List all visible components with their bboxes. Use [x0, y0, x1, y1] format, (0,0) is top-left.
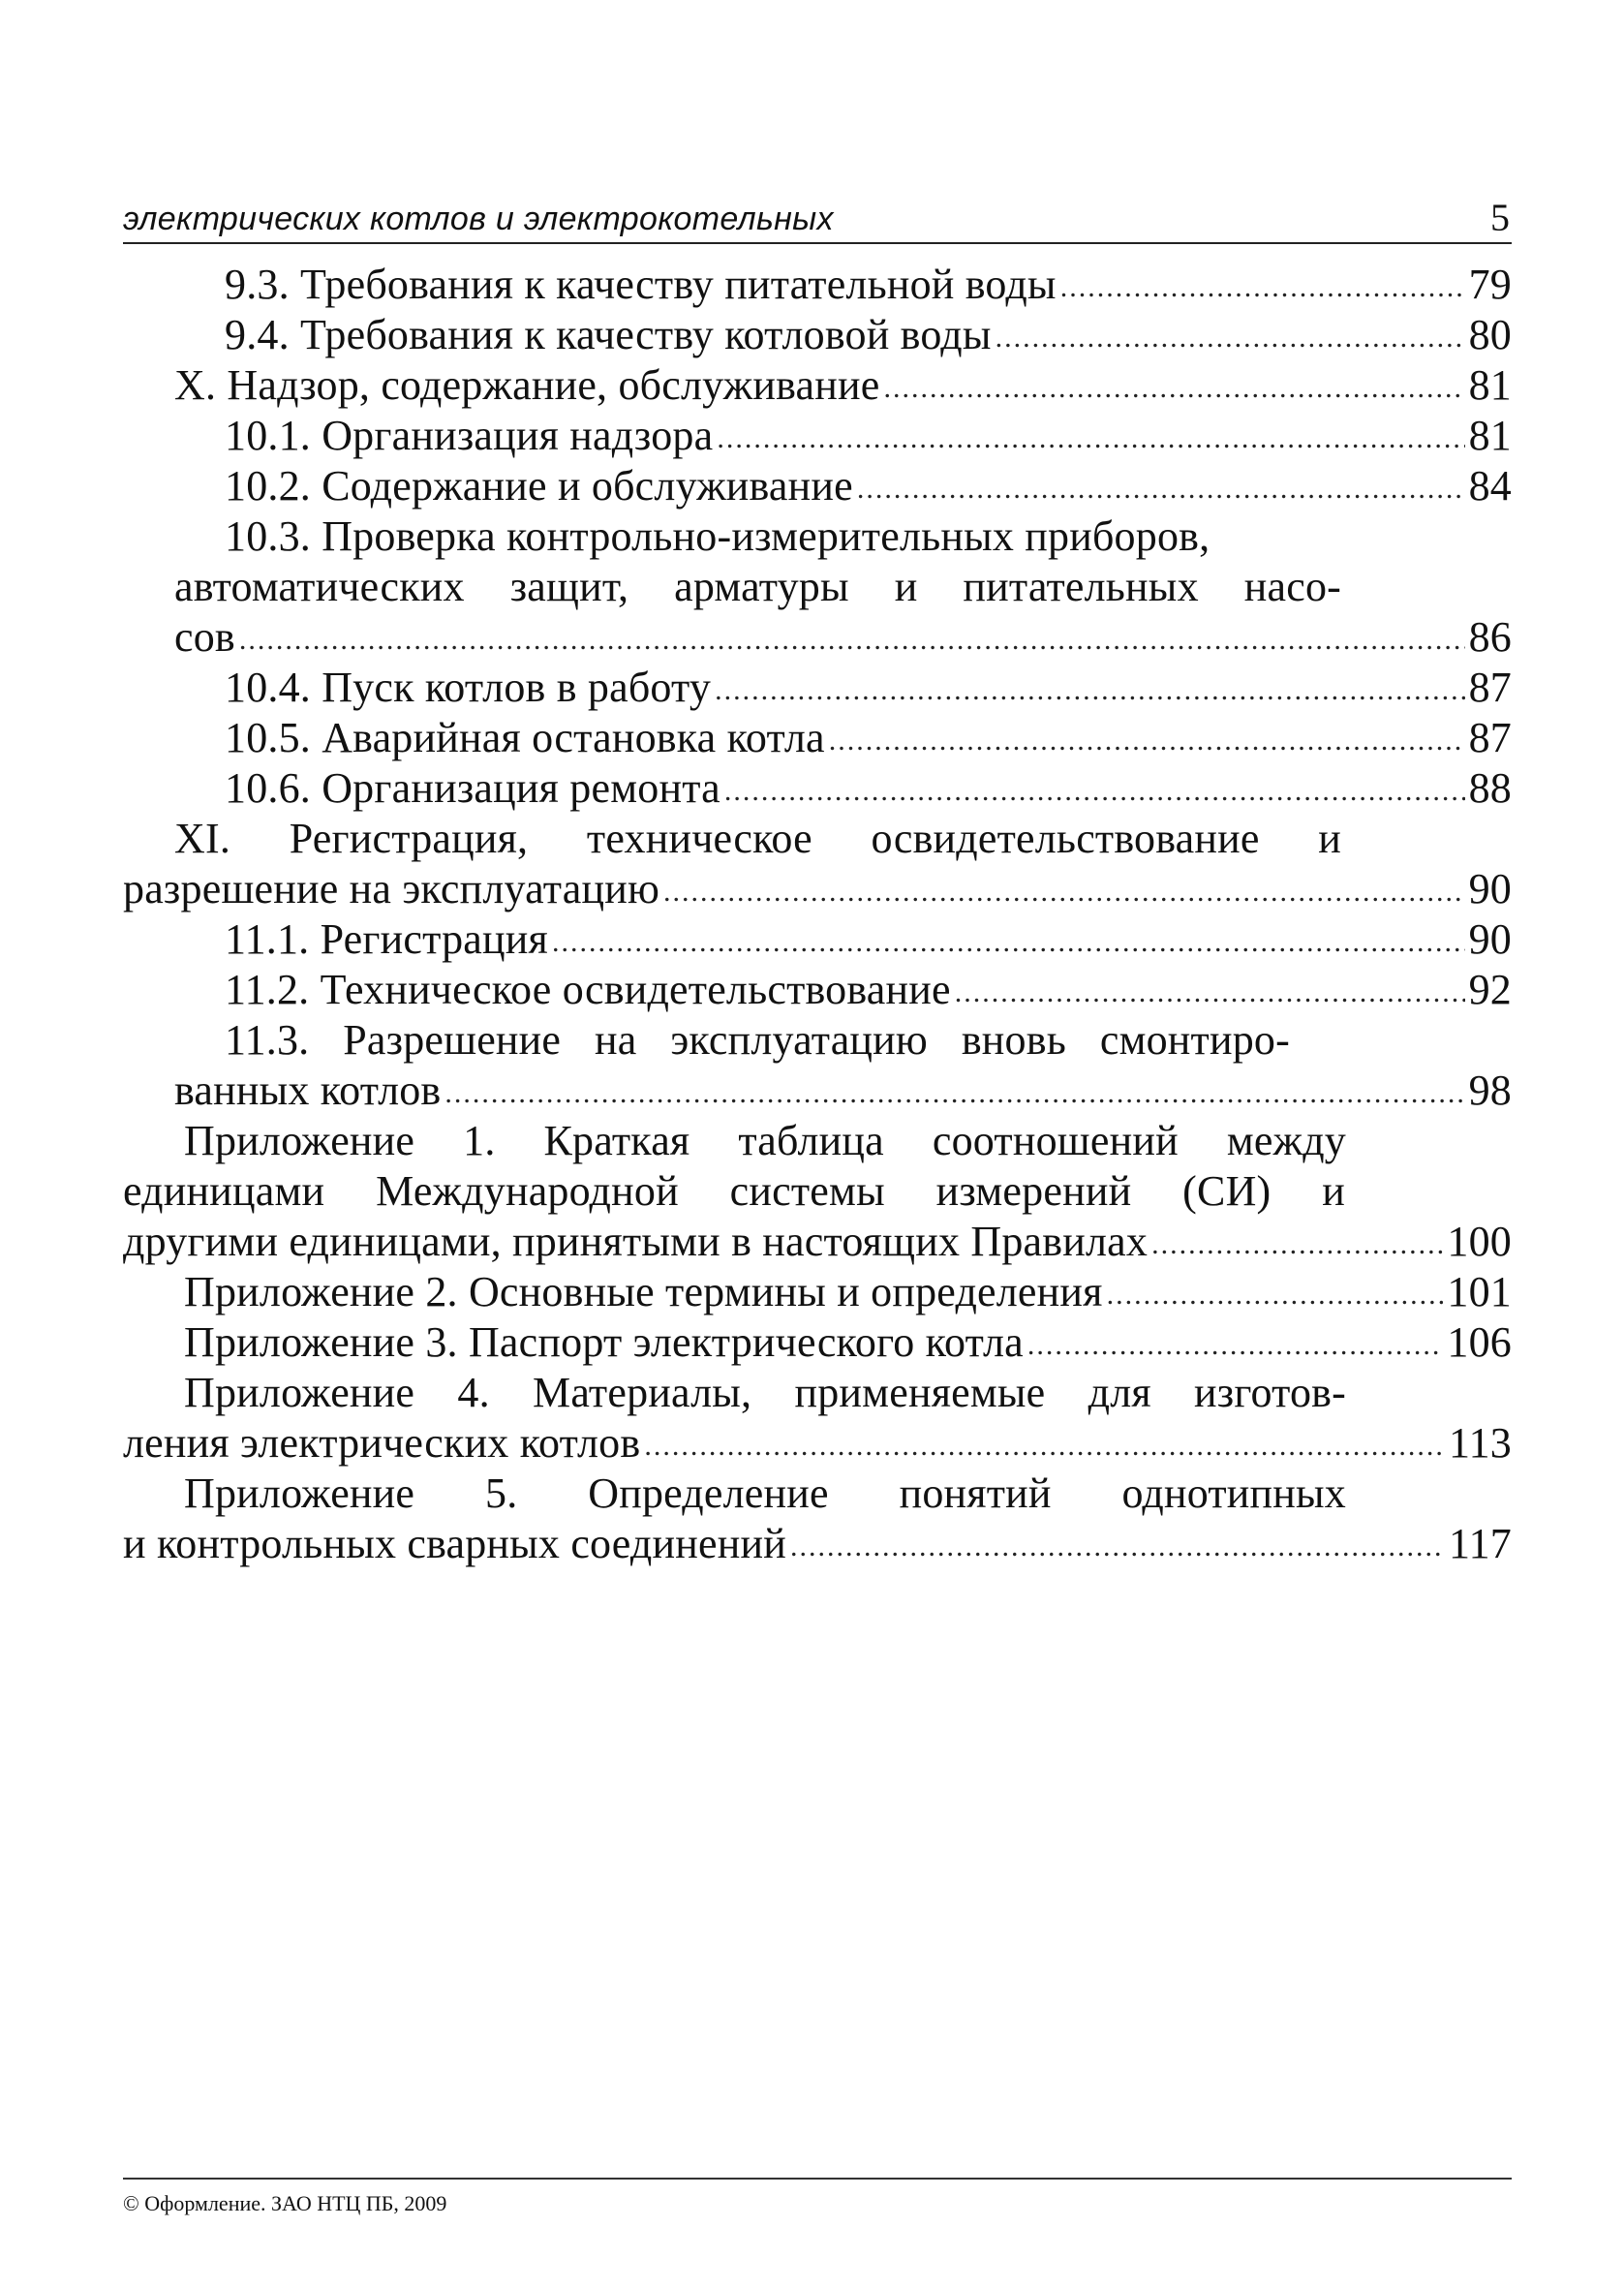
toc-entry-section-11-line-1[interactable] [123, 814, 1512, 864]
dot-leader [857, 464, 1465, 514]
toc-page-number: 90 [1468, 865, 1512, 913]
toc-entry-appendix-4-line-2[interactable] [123, 1418, 1512, 1469]
toc-entry-title: 10.3. Проверка контрольно-измерительных приборов, [225, 512, 1210, 560]
toc-entry-10-2[interactable] [123, 461, 1512, 511]
toc-entry-title: ванных котлов [174, 1067, 442, 1114]
toc-entry-10-3-line-2[interactable] [123, 562, 1512, 612]
toc-entry-title: разрешение на эксплуатацию [123, 865, 660, 913]
toc-entry-appendix-5-line-1[interactable] [123, 1469, 1512, 1519]
dot-leader [1027, 1320, 1444, 1371]
dot-leader [883, 363, 1464, 414]
toc-page-number: 79 [1468, 261, 1512, 308]
toc-page-number: 87 [1468, 664, 1512, 711]
toc-entry-title: 9.3. Требования к качеству питательной воды [225, 261, 1057, 308]
dot-leader [790, 1522, 1445, 1572]
copyright-notice: © Оформление. ЗАО НТЦ ПБ, 2009 [123, 2191, 447, 2215]
running-title: электрических котлов и электрокотельных [123, 201, 834, 237]
toc-page-number: 101 [1447, 1268, 1512, 1315]
toc-page-number: 106 [1447, 1318, 1512, 1366]
page-footer [123, 2178, 1512, 2215]
page-number: 5 [1490, 196, 1510, 239]
toc-entry-10-6[interactable] [123, 763, 1512, 814]
dot-leader [239, 615, 1465, 665]
toc-entry-title: сов [174, 613, 235, 661]
toc-entry-10-1[interactable] [123, 411, 1512, 461]
toc-entry-title: и контрольных сварных соединений [123, 1520, 786, 1567]
toc-entry-title: 11.2. Техническое освидетельствование [225, 966, 951, 1013]
toc-entry-11-2[interactable] [123, 965, 1512, 1015]
dot-leader [552, 917, 1465, 968]
toc-entry-11-3-line-2[interactable] [123, 1066, 1512, 1116]
toc-entry-title: X. Надзор, содержание, обслуживание [174, 361, 880, 409]
toc-entry-10-5[interactable] [123, 713, 1512, 763]
toc-entry-appendix-4-line-1[interactable] [123, 1368, 1512, 1418]
toc-entry-title: 10.4. Пуск котлов в работу [225, 664, 712, 711]
table-of-contents [123, 260, 1512, 1569]
toc-page-number: 80 [1468, 311, 1512, 358]
toc-entry-11-3-line-1[interactable] [123, 1015, 1512, 1066]
dot-leader [663, 867, 1465, 917]
toc-entry-section-11-line-2[interactable] [123, 864, 1512, 914]
toc-entry-11-1[interactable] [123, 914, 1512, 965]
toc-page-number: 100 [1447, 1218, 1512, 1265]
toc-page-number: 88 [1468, 764, 1512, 812]
dot-leader [1060, 263, 1465, 313]
dot-leader [996, 313, 1465, 363]
toc-page-number: 117 [1449, 1520, 1512, 1567]
toc-entry-appendix-5-line-2[interactable] [123, 1519, 1512, 1569]
toc-page-number: 86 [1468, 613, 1512, 661]
toc-entry-title: 11.3. Разрешение на эксплуатацию вновь смонтиро- [225, 1016, 1290, 1064]
toc-entry-title: Приложение 2. Основные термины и определения [184, 1268, 1103, 1315]
toc-page-number: 113 [1449, 1419, 1512, 1467]
dot-leader [1107, 1270, 1444, 1320]
toc-entry-10-3-line-3[interactable] [123, 612, 1512, 663]
toc-entry-9-4[interactable] [123, 310, 1512, 360]
dot-leader [829, 716, 1465, 766]
toc-page-number: 92 [1468, 966, 1512, 1013]
toc-entry-title: другими единицами, принятыми в настоящих Правилах [123, 1218, 1149, 1265]
toc-entry-section-10[interactable] [123, 360, 1512, 411]
toc-entry-title: Приложение 1. Краткая таблица соотношений между [184, 1117, 1346, 1164]
toc-entry-appendix-2[interactable] [123, 1267, 1512, 1317]
toc-entry-appendix-1-line-2[interactable] [123, 1166, 1512, 1217]
toc-entry-9-3[interactable] [123, 260, 1512, 310]
toc-entry-title: автоматических защит, арматуры и питательных насо- [174, 563, 1341, 610]
toc-entry-10-4[interactable] [123, 663, 1512, 713]
toc-entry-title: ления электрических котлов [123, 1419, 641, 1467]
toc-page-number: 81 [1468, 412, 1512, 459]
dot-leader [715, 665, 1465, 716]
toc-entry-title: 9.4. Требования к качеству котловой воды [225, 311, 992, 358]
dot-leader [724, 766, 1465, 817]
page-header [123, 190, 1512, 244]
toc-entry-appendix-1-line-1[interactable] [123, 1116, 1512, 1166]
dot-leader [644, 1421, 1445, 1471]
toc-entry-title: 11.1. Регистрация [225, 915, 548, 963]
toc-entry-title: Приложение 5. Определение понятий однотипных [184, 1469, 1346, 1517]
dot-leader [955, 968, 1465, 1018]
dot-leader [1151, 1220, 1443, 1270]
dot-leader [444, 1068, 1464, 1119]
toc-entry-10-3-line-1[interactable] [123, 511, 1512, 562]
toc-entry-appendix-1-line-3[interactable] [123, 1217, 1512, 1267]
toc-entry-appendix-3[interactable] [123, 1317, 1512, 1368]
toc-page-number: 81 [1468, 361, 1512, 409]
toc-entry-title: Приложение 3. Паспорт электрического котла [184, 1318, 1024, 1366]
toc-entry-title: 10.6. Организация ремонта [225, 764, 720, 812]
toc-entry-title: 10.2. Содержание и обслуживание [225, 462, 853, 510]
toc-entry-title: 10.5. Аварийная остановка котла [225, 714, 825, 761]
toc-entry-title: Приложение 4. Материалы, применяемые для изготов- [184, 1369, 1346, 1416]
toc-page-number: 84 [1468, 462, 1512, 510]
toc-entry-title: XI. Регистрация, техническое освидетельствование и [174, 815, 1341, 862]
toc-entry-title: 10.1. Организация надзора [225, 412, 714, 459]
dot-leader [717, 414, 1464, 464]
toc-page-number: 98 [1468, 1067, 1512, 1114]
toc-page-number: 90 [1468, 915, 1512, 963]
toc-page-number: 87 [1468, 714, 1512, 761]
toc-entry-title: единицами Международной системы измерений (СИ) и [123, 1167, 1345, 1215]
